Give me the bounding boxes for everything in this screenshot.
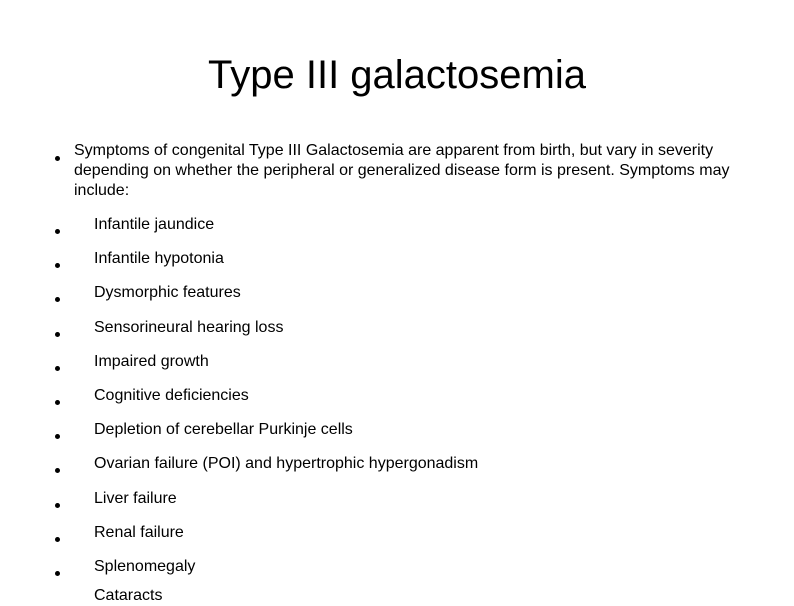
bullet-icon <box>55 297 60 302</box>
list-item: Sensorineural hearing loss <box>94 319 284 336</box>
bullet-icon <box>55 400 60 405</box>
bullet-icon <box>55 263 60 268</box>
bullet-icon <box>55 366 60 371</box>
bullet-icon <box>55 229 60 234</box>
list-item: Infantile hypotonia <box>94 250 224 267</box>
list-item: Cataracts <box>94 587 163 604</box>
list-item: Dysmorphic features <box>94 284 241 301</box>
bullet-icon <box>55 571 60 576</box>
list-item: Liver failure <box>94 490 177 507</box>
list-item: Cognitive deficiencies <box>94 387 249 404</box>
bullet-icon <box>55 468 60 473</box>
bullet-icon <box>55 156 60 161</box>
list-item: Ovarian failure (POI) and hypertrophic hypergonadism <box>94 455 479 472</box>
list-item: Impaired growth <box>94 353 209 370</box>
bullet-icon <box>55 503 60 508</box>
list-item: Infantile jaundice <box>94 216 215 233</box>
intro-text: Symptoms of congenital Type III Galactosemia are apparent from birth, but vary in severity depending on whether the peripheral or generalized disease form is present. Symptoms may include: <box>74 142 730 199</box>
slide-title: Type III galactosemia <box>208 53 586 97</box>
list-item: Renal failure <box>94 524 184 541</box>
list-item: Splenomegaly <box>94 558 196 575</box>
bullet-icon <box>55 537 60 542</box>
bullet-icon <box>55 434 60 439</box>
list-item: Depletion of cerebellar Purkinje cells <box>94 421 353 438</box>
bullet-icon <box>55 332 60 337</box>
